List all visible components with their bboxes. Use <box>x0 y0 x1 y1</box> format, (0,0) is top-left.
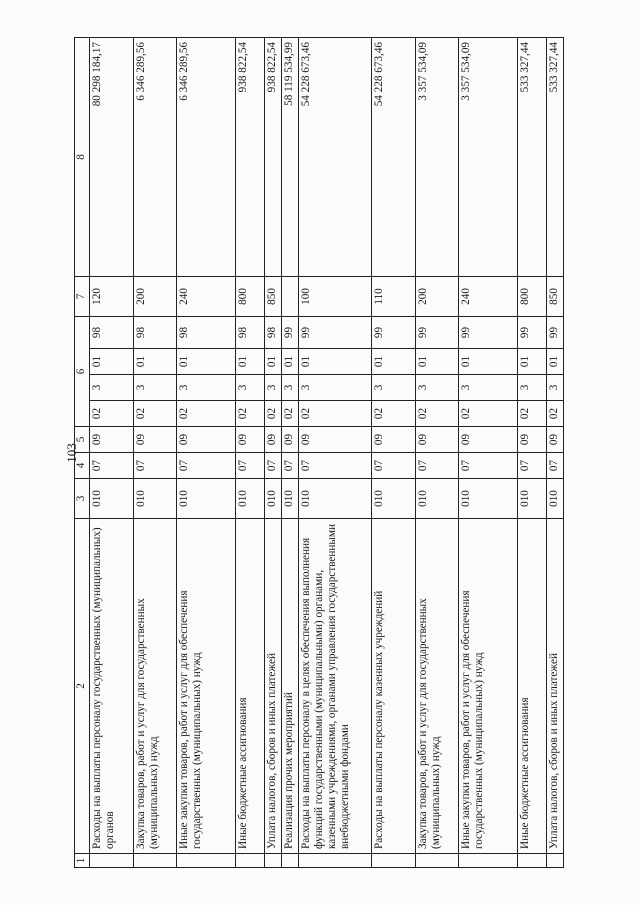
row-num-cell <box>235 854 264 868</box>
row-program-cell: 02 <box>133 401 177 427</box>
row-section-cell: 07 <box>459 453 518 479</box>
row-expense-type-cell: 850 <box>265 276 282 316</box>
header-col-6: 6 <box>75 316 90 426</box>
row-subprogram-cell: 3 <box>371 375 415 401</box>
row-name-cell: Расходы на выплаты персоналу государственных (муниципальных) органов <box>89 519 133 854</box>
row-subsection-cell: 09 <box>298 427 371 453</box>
row-num-cell <box>517 854 546 868</box>
table-row <box>89 37 133 867</box>
row-amount-cell: 54 228 673,46 <box>371 37 415 276</box>
row-code-cell: 010 <box>177 479 236 519</box>
row-expense-type-cell: 100 <box>298 276 371 316</box>
row-name-cell: Иные бюджетные ассигнования <box>517 519 546 854</box>
row-num-cell <box>547 854 564 868</box>
row-num-cell <box>415 854 459 868</box>
row-direction-cell: 98 <box>89 316 133 348</box>
row-expense-type-cell: 120 <box>89 276 133 316</box>
row-subsection-cell: 09 <box>415 427 459 453</box>
table-row <box>371 37 415 867</box>
row-name-cell: Иные закупки товаров, работ и услуг для обеспечения государственных (муниципальных) нужд <box>459 519 518 854</box>
row-item-cell: 01 <box>133 349 177 375</box>
row-subprogram-cell: 3 <box>133 375 177 401</box>
row-name-cell: Расходы на выплаты персоналу казенных учреждений <box>371 519 415 854</box>
row-item-cell: 01 <box>281 349 298 375</box>
row-program-cell: 02 <box>415 401 459 427</box>
row-amount-cell: 6 346 289,56 <box>177 37 236 276</box>
row-subsection-cell: 09 <box>281 427 298 453</box>
row-subsection-cell: 09 <box>517 427 546 453</box>
row-subsection-cell: 09 <box>371 427 415 453</box>
row-item-cell: 01 <box>235 349 264 375</box>
row-program-cell: 02 <box>265 401 282 427</box>
row-subsection-cell: 09 <box>89 427 133 453</box>
row-code-cell: 010 <box>415 479 459 519</box>
row-num-cell <box>265 854 282 868</box>
row-expense-type-cell: 240 <box>177 276 236 316</box>
header-col-7: 7 <box>75 276 90 316</box>
row-amount-cell: 533 327,44 <box>517 37 546 276</box>
row-item-cell: 01 <box>89 349 133 375</box>
table-row <box>547 37 564 867</box>
row-section-cell: 07 <box>177 453 236 479</box>
row-direction-cell: 99 <box>517 316 546 348</box>
row-section-cell: 07 <box>133 453 177 479</box>
table-row <box>415 37 459 867</box>
header-row <box>75 37 90 867</box>
row-num-cell <box>133 854 177 868</box>
header-col-4: 4 <box>75 453 90 479</box>
row-subsection-cell: 09 <box>547 427 564 453</box>
row-code-cell: 010 <box>133 479 177 519</box>
row-program-cell: 02 <box>235 401 264 427</box>
row-program-cell: 02 <box>371 401 415 427</box>
row-direction-cell: 99 <box>459 316 518 348</box>
row-item-cell: 01 <box>177 349 236 375</box>
row-name-cell: Иные бюджетные ассигнования <box>235 519 264 854</box>
row-program-cell: 02 <box>177 401 236 427</box>
row-section-cell: 07 <box>235 453 264 479</box>
row-subprogram-cell: 3 <box>547 375 564 401</box>
row-code-cell: 010 <box>547 479 564 519</box>
row-expense-type-cell <box>281 276 298 316</box>
row-name-cell: Уплата налогов, сборов и иных платежей <box>265 519 282 854</box>
row-program-cell: 02 <box>459 401 518 427</box>
row-name-cell: Расходы на выплаты персоналу в целях обеспечения выполнения функций государственными (муниципальными) органами, казенными учреждениями, органами управления государственными внебюджетными фондами <box>298 519 371 854</box>
table-row <box>235 37 264 867</box>
row-expense-type-cell: 200 <box>133 276 177 316</box>
row-amount-cell: 3 357 534,09 <box>459 37 518 276</box>
row-section-cell: 07 <box>517 453 546 479</box>
row-subprogram-cell: 3 <box>265 375 282 401</box>
row-expense-type-cell: 850 <box>547 276 564 316</box>
row-subsection-cell: 09 <box>133 427 177 453</box>
row-amount-cell: 533 327,44 <box>547 37 564 276</box>
row-subprogram-cell: 3 <box>281 375 298 401</box>
row-subsection-cell: 09 <box>265 427 282 453</box>
row-name-cell: Иные закупки товаров, работ и услуг для обеспечения государственных (муниципальных) нужд <box>177 519 236 854</box>
row-expense-type-cell: 110 <box>371 276 415 316</box>
row-direction-cell: 99 <box>281 316 298 348</box>
row-program-cell: 02 <box>547 401 564 427</box>
row-code-cell: 010 <box>235 479 264 519</box>
row-num-cell <box>89 854 133 868</box>
row-section-cell: 07 <box>265 453 282 479</box>
row-subsection-cell: 09 <box>177 427 236 453</box>
row-section-cell: 07 <box>281 453 298 479</box>
row-code-cell: 010 <box>281 479 298 519</box>
row-subprogram-cell: 3 <box>177 375 236 401</box>
table-row <box>281 37 298 867</box>
budget-table-container <box>74 38 564 868</box>
row-program-cell: 02 <box>89 401 133 427</box>
row-name-cell: Реализация прочих мероприятий <box>281 519 298 854</box>
row-section-cell: 07 <box>89 453 133 479</box>
row-direction-cell: 98 <box>133 316 177 348</box>
header-col-1: 1 <box>75 854 90 868</box>
row-direction-cell: 98 <box>265 316 282 348</box>
row-section-cell: 07 <box>371 453 415 479</box>
row-item-cell: 01 <box>415 349 459 375</box>
row-num-cell <box>298 854 371 868</box>
row-subprogram-cell: 3 <box>415 375 459 401</box>
row-amount-cell: 58 119 534,99 <box>281 37 298 276</box>
row-subsection-cell: 09 <box>459 427 518 453</box>
row-expense-type-cell: 800 <box>517 276 546 316</box>
row-subprogram-cell: 3 <box>517 375 546 401</box>
row-item-cell: 01 <box>459 349 518 375</box>
row-amount-cell: 80 298 184,17 <box>89 37 133 276</box>
row-code-cell: 010 <box>517 479 546 519</box>
row-direction-cell: 99 <box>547 316 564 348</box>
budget-table <box>74 37 564 868</box>
row-subprogram-cell: 3 <box>459 375 518 401</box>
row-amount-cell: 938 822,54 <box>265 37 282 276</box>
row-item-cell: 01 <box>371 349 415 375</box>
row-section-cell: 07 <box>415 453 459 479</box>
row-direction-cell: 98 <box>235 316 264 348</box>
row-num-cell <box>459 854 518 868</box>
row-num-cell <box>177 854 236 868</box>
row-code-cell: 010 <box>459 479 518 519</box>
table-row <box>517 37 546 867</box>
row-item-cell: 01 <box>547 349 564 375</box>
row-num-cell <box>281 854 298 868</box>
row-item-cell: 01 <box>517 349 546 375</box>
row-direction-cell: 99 <box>415 316 459 348</box>
row-amount-cell: 938 822,54 <box>235 37 264 276</box>
header-col-8: 8 <box>75 37 90 276</box>
row-name-cell: Уплата налогов, сборов и иных платежей <box>547 519 564 854</box>
table-row <box>265 37 282 867</box>
row-amount-cell: 6 346 289,56 <box>133 37 177 276</box>
row-direction-cell: 99 <box>298 316 371 348</box>
row-item-cell: 01 <box>265 349 282 375</box>
row-code-cell: 010 <box>298 479 371 519</box>
row-expense-type-cell: 240 <box>459 276 518 316</box>
row-section-cell: 07 <box>547 453 564 479</box>
table-row <box>459 37 518 867</box>
row-item-cell: 01 <box>298 349 371 375</box>
row-program-cell: 02 <box>298 401 371 427</box>
row-direction-cell: 99 <box>371 316 415 348</box>
table-row <box>133 37 177 867</box>
row-subprogram-cell: 3 <box>235 375 264 401</box>
row-expense-type-cell: 800 <box>235 276 264 316</box>
table-row <box>298 37 371 867</box>
row-program-cell: 02 <box>281 401 298 427</box>
row-num-cell <box>371 854 415 868</box>
header-col-5: 5 <box>75 427 90 453</box>
table-row <box>177 37 236 867</box>
row-code-cell: 010 <box>265 479 282 519</box>
row-name-cell: Закупка товаров, работ и услуг для государственных (муниципальных) нужд <box>133 519 177 854</box>
header-col-3: 3 <box>75 479 90 519</box>
row-expense-type-cell: 200 <box>415 276 459 316</box>
row-direction-cell: 98 <box>177 316 236 348</box>
row-code-cell: 010 <box>371 479 415 519</box>
row-program-cell: 02 <box>517 401 546 427</box>
row-subprogram-cell: 3 <box>298 375 371 401</box>
row-subsection-cell: 09 <box>235 427 264 453</box>
row-section-cell: 07 <box>298 453 371 479</box>
row-amount-cell: 54 228 673,46 <box>298 37 371 276</box>
header-col-2: 2 <box>75 519 90 854</box>
row-code-cell: 010 <box>89 479 133 519</box>
row-amount-cell: 3 357 534,09 <box>415 37 459 276</box>
row-name-cell: Закупка товаров, работ и услуг для государственных (муниципальных) нужд <box>415 519 459 854</box>
page-number: 103 <box>64 443 79 463</box>
row-subprogram-cell: 3 <box>89 375 133 401</box>
